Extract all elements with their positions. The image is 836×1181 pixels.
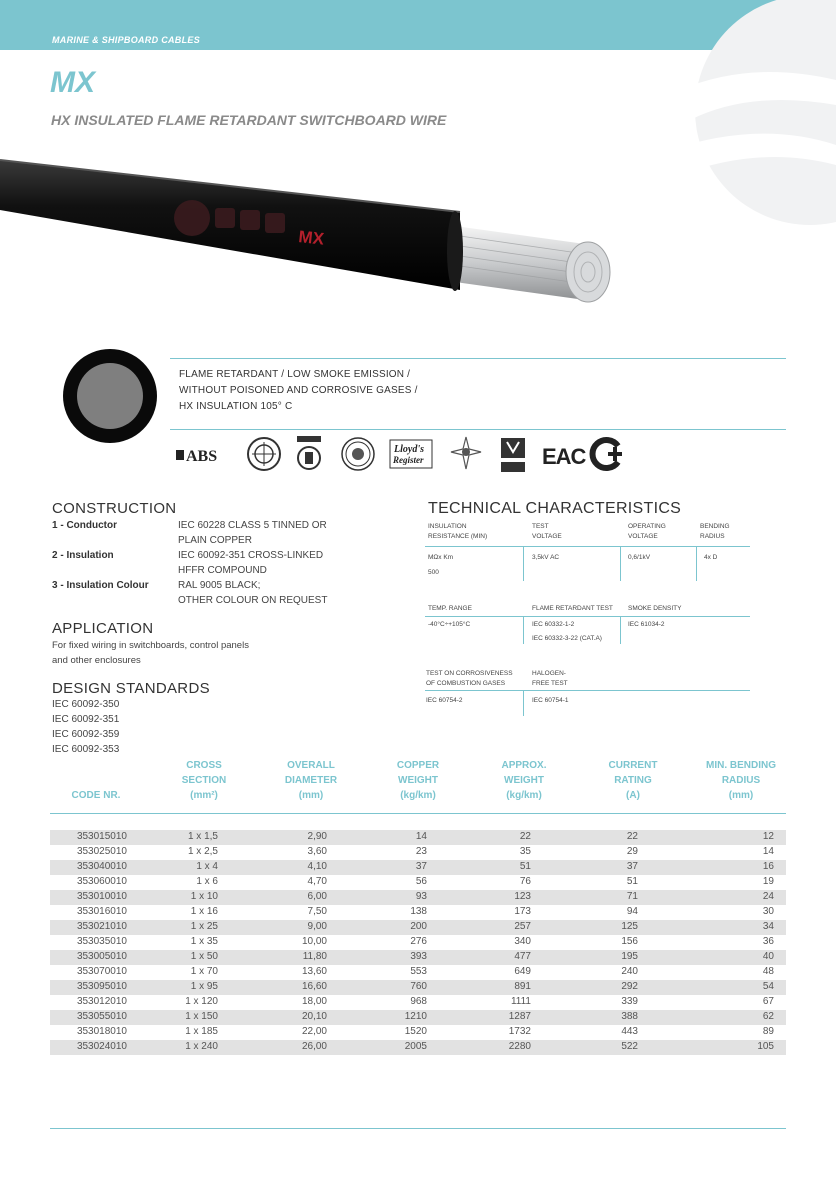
product-subtitle: HX INSULATED FLAME RETARDANT SWITCHBOARD WIRE bbox=[51, 112, 447, 128]
approx-weight-cell: 649 bbox=[514, 966, 531, 977]
approx-weight-cell: 1111 bbox=[510, 996, 531, 1007]
copper-weight-cell: 276 bbox=[410, 936, 427, 947]
design-standards-heading: DESIGN STANDARDS bbox=[52, 680, 210, 697]
cross-section-cell: 1 x 1,5 bbox=[187, 831, 218, 842]
tech-value: 4x D bbox=[704, 554, 718, 561]
tech-value: -40°C÷+105°C bbox=[428, 621, 471, 628]
diameter-cell: 20,10 bbox=[301, 1011, 327, 1022]
bending-radius-cell: 12 bbox=[762, 831, 774, 842]
diameter-cell: 9,00 bbox=[307, 921, 327, 932]
gost-logo bbox=[586, 434, 626, 474]
bending-radius-cell: 62 bbox=[762, 1011, 774, 1022]
current-rating-cell: 125 bbox=[621, 921, 638, 932]
diameter-cell: 2,90 bbox=[307, 831, 327, 842]
diameter-cell: 7,50 bbox=[307, 906, 327, 917]
standard-item: IEC 60092-353 bbox=[52, 744, 120, 755]
bending-radius-cell: 48 bbox=[762, 966, 774, 977]
cable-photo bbox=[0, 150, 640, 340]
svg-text:Lloyd's: Lloyd's bbox=[394, 444, 424, 455]
tech-header: HALOGEN- FREE TEST bbox=[532, 670, 568, 687]
table-row bbox=[50, 905, 786, 920]
decorative-swoosh-icon bbox=[660, 50, 836, 190]
cross-section-cell: 1 x 35 bbox=[190, 936, 218, 947]
code-cell: 353010010 bbox=[76, 891, 127, 902]
cross-section-cell: 1 x 240 bbox=[185, 1041, 218, 1052]
table-row bbox=[50, 845, 786, 860]
current-rating-cell: 240 bbox=[621, 966, 638, 977]
diameter-cell: 22,00 bbox=[301, 1026, 327, 1037]
tech-header: BENDING RADIUS bbox=[700, 523, 730, 540]
bending-radius-cell: 105 bbox=[757, 1041, 774, 1052]
column-header-current-rating: CURRENT RATING (A) bbox=[608, 760, 658, 801]
copper-weight-cell: 2005 bbox=[404, 1041, 427, 1052]
current-rating-cell: 443 bbox=[621, 1026, 638, 1037]
code-cell: 353025010 bbox=[76, 846, 127, 857]
cross-section-cell: 1 x 70 bbox=[190, 966, 218, 977]
column-header-approx-weight: APPROX. WEIGHT (kg/km) bbox=[501, 760, 547, 801]
divider bbox=[425, 546, 750, 547]
tech-header: TEST VOLTAGE bbox=[532, 523, 562, 540]
product-title: MX bbox=[50, 66, 95, 99]
current-rating-cell: 37 bbox=[626, 861, 638, 872]
tech-header: OPERATING VOLTAGE bbox=[628, 523, 666, 540]
approx-weight-cell: 51 bbox=[519, 861, 531, 872]
current-rating-cell: 29 bbox=[626, 846, 638, 857]
cross-section-cell: 1 x 150 bbox=[185, 1011, 218, 1022]
diameter-cell: 16,60 bbox=[301, 981, 327, 992]
cross-section-cell: 1 x 120 bbox=[185, 996, 218, 1007]
table-row bbox=[50, 1010, 786, 1025]
approx-weight-cell: 1287 bbox=[508, 1011, 531, 1022]
table-row bbox=[50, 965, 786, 980]
code-cell: 353012010 bbox=[76, 996, 127, 1007]
feature-line: WITHOUT POISONED AND CORROSIVE GASES / bbox=[179, 385, 418, 396]
cross-section-cell: 1 x 16 bbox=[190, 906, 218, 917]
table-row bbox=[50, 890, 786, 905]
tech-value: IEC 61034-2 bbox=[628, 621, 665, 628]
current-rating-cell: 71 bbox=[626, 891, 638, 902]
svg-text:ABS: ABS bbox=[186, 448, 218, 465]
construction-value: IEC 60092-351 CROSS-LINKED bbox=[178, 550, 324, 561]
tech-header: TEST ON CORROSIVENESS OF COMBUSTION GASES bbox=[426, 670, 513, 687]
construction-label: 1 - Conductor bbox=[52, 520, 117, 531]
abs-logo bbox=[176, 434, 234, 474]
approx-weight-cell: 340 bbox=[514, 936, 531, 947]
divider bbox=[523, 617, 524, 644]
construction-value: IEC 60228 CLASS 5 TINNED OR bbox=[178, 520, 327, 531]
approx-weight-cell: 1732 bbox=[508, 1026, 531, 1037]
cross-section-cell: 1 x 2,5 bbox=[187, 846, 218, 857]
bureau-veritas-logo bbox=[244, 434, 284, 474]
current-rating-cell: 22 bbox=[626, 831, 638, 842]
svg-text:Register: Register bbox=[393, 455, 424, 465]
code-cell: 353070010 bbox=[76, 966, 127, 977]
column-header-bending-radius: MIN. BENDING RADIUS (mm) bbox=[706, 760, 776, 801]
copper-weight-cell: 14 bbox=[415, 831, 427, 842]
ccs-logo bbox=[338, 434, 378, 474]
diameter-cell: 6,00 bbox=[307, 891, 327, 902]
diameter-cell: 4,10 bbox=[307, 861, 327, 872]
application-heading: APPLICATION bbox=[52, 620, 154, 637]
construction-value: HFFR COMPOUND bbox=[178, 565, 267, 576]
svg-text:EAC: EAC bbox=[542, 444, 586, 469]
tech-value: IEC 60754-2 bbox=[426, 697, 463, 704]
approx-weight-cell: 123 bbox=[514, 891, 531, 902]
diameter-cell: 18,00 bbox=[301, 996, 327, 1007]
construction-value: RAL 9005 BLACK; bbox=[178, 580, 261, 591]
bending-radius-cell: 14 bbox=[762, 846, 774, 857]
bending-radius-cell: 24 bbox=[762, 891, 774, 902]
rina-logo bbox=[446, 434, 486, 474]
divider bbox=[620, 547, 621, 581]
code-cell: 353024010 bbox=[76, 1041, 127, 1052]
standard-item: IEC 60092-350 bbox=[52, 699, 120, 710]
divider bbox=[425, 616, 750, 617]
feature-line: HX INSULATION 105° C bbox=[179, 401, 293, 412]
table-header-divider bbox=[50, 813, 786, 814]
bending-radius-cell: 16 bbox=[762, 861, 774, 872]
table-row bbox=[50, 1025, 786, 1040]
table-row bbox=[50, 830, 786, 845]
diameter-cell: 4,70 bbox=[307, 876, 327, 887]
tech-value: IEC 60754-1 bbox=[532, 697, 569, 704]
eac-logo bbox=[540, 434, 586, 474]
table-row bbox=[50, 995, 786, 1010]
current-rating-cell: 195 bbox=[621, 951, 638, 962]
construction-heading: CONSTRUCTION bbox=[52, 500, 177, 517]
copper-weight-cell: 37 bbox=[415, 861, 427, 872]
bending-radius-cell: 34 bbox=[762, 921, 774, 932]
current-rating-cell: 388 bbox=[621, 1011, 638, 1022]
standard-item: IEC 60092-359 bbox=[52, 729, 120, 740]
copper-weight-cell: 393 bbox=[410, 951, 427, 962]
column-header-diameter: OVERALL DIAMETER (mm) bbox=[284, 760, 338, 801]
tech-value: 500 bbox=[428, 569, 439, 576]
copper-weight-cell: 93 bbox=[415, 891, 427, 902]
current-rating-cell: 94 bbox=[626, 906, 638, 917]
cross-section-cell: 1 x 6 bbox=[196, 876, 218, 887]
feature-line: FLAME RETARDANT / LOW SMOKE EMISSION / bbox=[179, 369, 411, 380]
current-rating-cell: 339 bbox=[621, 996, 638, 1007]
copper-weight-cell: 56 bbox=[415, 876, 427, 887]
diameter-cell: 3,60 bbox=[307, 846, 327, 857]
copper-weight-cell: 760 bbox=[410, 981, 427, 992]
diameter-cell: 13,60 bbox=[301, 966, 327, 977]
tech-header: FLAME RETARDANT TEST bbox=[532, 605, 613, 612]
header-bar bbox=[0, 0, 836, 50]
table-row bbox=[50, 875, 786, 890]
bending-radius-cell: 30 bbox=[762, 906, 774, 917]
code-cell: 353005010 bbox=[76, 951, 127, 962]
current-rating-cell: 156 bbox=[621, 936, 638, 947]
cross-section-cell: 1 x 95 bbox=[190, 981, 218, 992]
column-header-cross-section: CROSS SECTION (mm²) bbox=[181, 760, 227, 801]
category-label: MARINE & SHIPBOARD CABLES bbox=[52, 35, 201, 45]
column-header-code: CODE NR. bbox=[71, 790, 121, 801]
copper-weight-cell: 1210 bbox=[404, 1011, 427, 1022]
copper-weight-cell: 968 bbox=[410, 996, 427, 1007]
cross-section-cell: 1 x 50 bbox=[190, 951, 218, 962]
diameter-cell: 11,80 bbox=[302, 951, 327, 962]
code-cell: 353095010 bbox=[76, 981, 127, 992]
current-rating-cell: 51 bbox=[626, 876, 638, 887]
tech-header: INSULATION RESISTANCE (MIN) bbox=[428, 523, 488, 540]
approx-weight-cell: 257 bbox=[514, 921, 531, 932]
approx-weight-cell: 22 bbox=[519, 831, 531, 842]
diameter-cell: 26,00 bbox=[301, 1041, 327, 1052]
bending-radius-cell: 40 bbox=[762, 951, 774, 962]
copper-weight-cell: 23 bbox=[415, 846, 427, 857]
copper-weight-cell: 138 bbox=[410, 906, 427, 917]
application-text: For fixed wiring in switchboards, control panels bbox=[52, 640, 249, 651]
divider bbox=[620, 617, 621, 644]
approx-weight-cell: 891 bbox=[514, 981, 531, 992]
approx-weight-cell: 76 bbox=[519, 876, 531, 887]
dnv-logo bbox=[292, 434, 326, 474]
divider bbox=[523, 547, 524, 581]
bending-radius-cell: 54 bbox=[762, 981, 774, 992]
bending-radius-cell: 36 bbox=[762, 936, 774, 947]
construction-label: 3 - Insulation Colour bbox=[52, 580, 149, 591]
table-row bbox=[50, 1040, 786, 1055]
standard-item: IEC 60092-351 bbox=[52, 714, 120, 725]
diameter-cell: 10,00 bbox=[301, 936, 327, 947]
bending-radius-cell: 19 bbox=[762, 876, 774, 887]
code-cell: 353018010 bbox=[76, 1026, 127, 1037]
table-row bbox=[50, 920, 786, 935]
technical-heading: TECHNICAL CHARACTERISTICS bbox=[428, 500, 682, 517]
tech-value: 0,6/1kV bbox=[628, 554, 651, 561]
divider bbox=[425, 690, 750, 691]
divider bbox=[696, 547, 697, 581]
tech-value: IEC 60332-3-22 (CAT.A) bbox=[532, 635, 602, 642]
lloyds-register-logo bbox=[388, 434, 434, 474]
table-row bbox=[50, 950, 786, 965]
tech-header: TEMP. RANGE bbox=[428, 605, 472, 612]
certification-logos bbox=[172, 434, 632, 476]
tech-value: 3,5kV AC bbox=[532, 554, 560, 561]
code-cell: 353060010 bbox=[76, 876, 127, 887]
construction-value: OTHER COLOUR ON REQUEST bbox=[178, 595, 328, 606]
code-cell: 353040010 bbox=[76, 861, 127, 872]
copper-weight-cell: 1520 bbox=[404, 1026, 427, 1037]
features-box bbox=[170, 358, 786, 430]
tech-value: IEC 60332-1-2 bbox=[532, 621, 575, 628]
rmrs-logo bbox=[496, 434, 530, 474]
copper-weight-cell: 200 bbox=[410, 921, 427, 932]
divider bbox=[523, 691, 524, 716]
cross-section-cell: 1 x 185 bbox=[185, 1026, 218, 1037]
cross-section-cell: 1 x 4 bbox=[196, 861, 218, 872]
bending-radius-cell: 67 bbox=[762, 996, 774, 1007]
cross-section-cell: 1 x 10 bbox=[190, 891, 218, 902]
approx-weight-cell: 35 bbox=[519, 846, 531, 857]
copper-weight-cell: 553 bbox=[410, 966, 427, 977]
footer-divider bbox=[50, 1128, 786, 1129]
table-row bbox=[50, 860, 786, 875]
bending-radius-cell: 89 bbox=[762, 1026, 774, 1037]
tech-header: SMOKE DENSITY bbox=[628, 605, 682, 612]
tech-value: MΩx Km bbox=[428, 554, 454, 561]
sheath-print-label: MX bbox=[297, 227, 325, 249]
code-cell: 353021010 bbox=[76, 921, 127, 932]
approx-weight-cell: 477 bbox=[514, 951, 531, 962]
code-cell: 353035010 bbox=[76, 936, 127, 947]
table-row bbox=[50, 980, 786, 995]
construction-value: PLAIN COPPER bbox=[178, 535, 252, 546]
approx-weight-cell: 2280 bbox=[508, 1041, 531, 1052]
cross-section-icon bbox=[62, 348, 158, 444]
construction-label: 2 - Insulation bbox=[52, 550, 114, 561]
table-row bbox=[50, 935, 786, 950]
application-text: and other enclosures bbox=[52, 655, 141, 666]
current-rating-cell: 292 bbox=[621, 981, 638, 992]
approx-weight-cell: 173 bbox=[514, 906, 531, 917]
column-header-copper-weight: COPPER WEIGHT (kg/km) bbox=[396, 760, 440, 801]
code-cell: 353055010 bbox=[76, 1011, 127, 1022]
code-cell: 353015010 bbox=[76, 831, 127, 842]
cross-section-cell: 1 x 25 bbox=[190, 921, 218, 932]
current-rating-cell: 522 bbox=[621, 1041, 638, 1052]
code-cell: 353016010 bbox=[76, 906, 127, 917]
